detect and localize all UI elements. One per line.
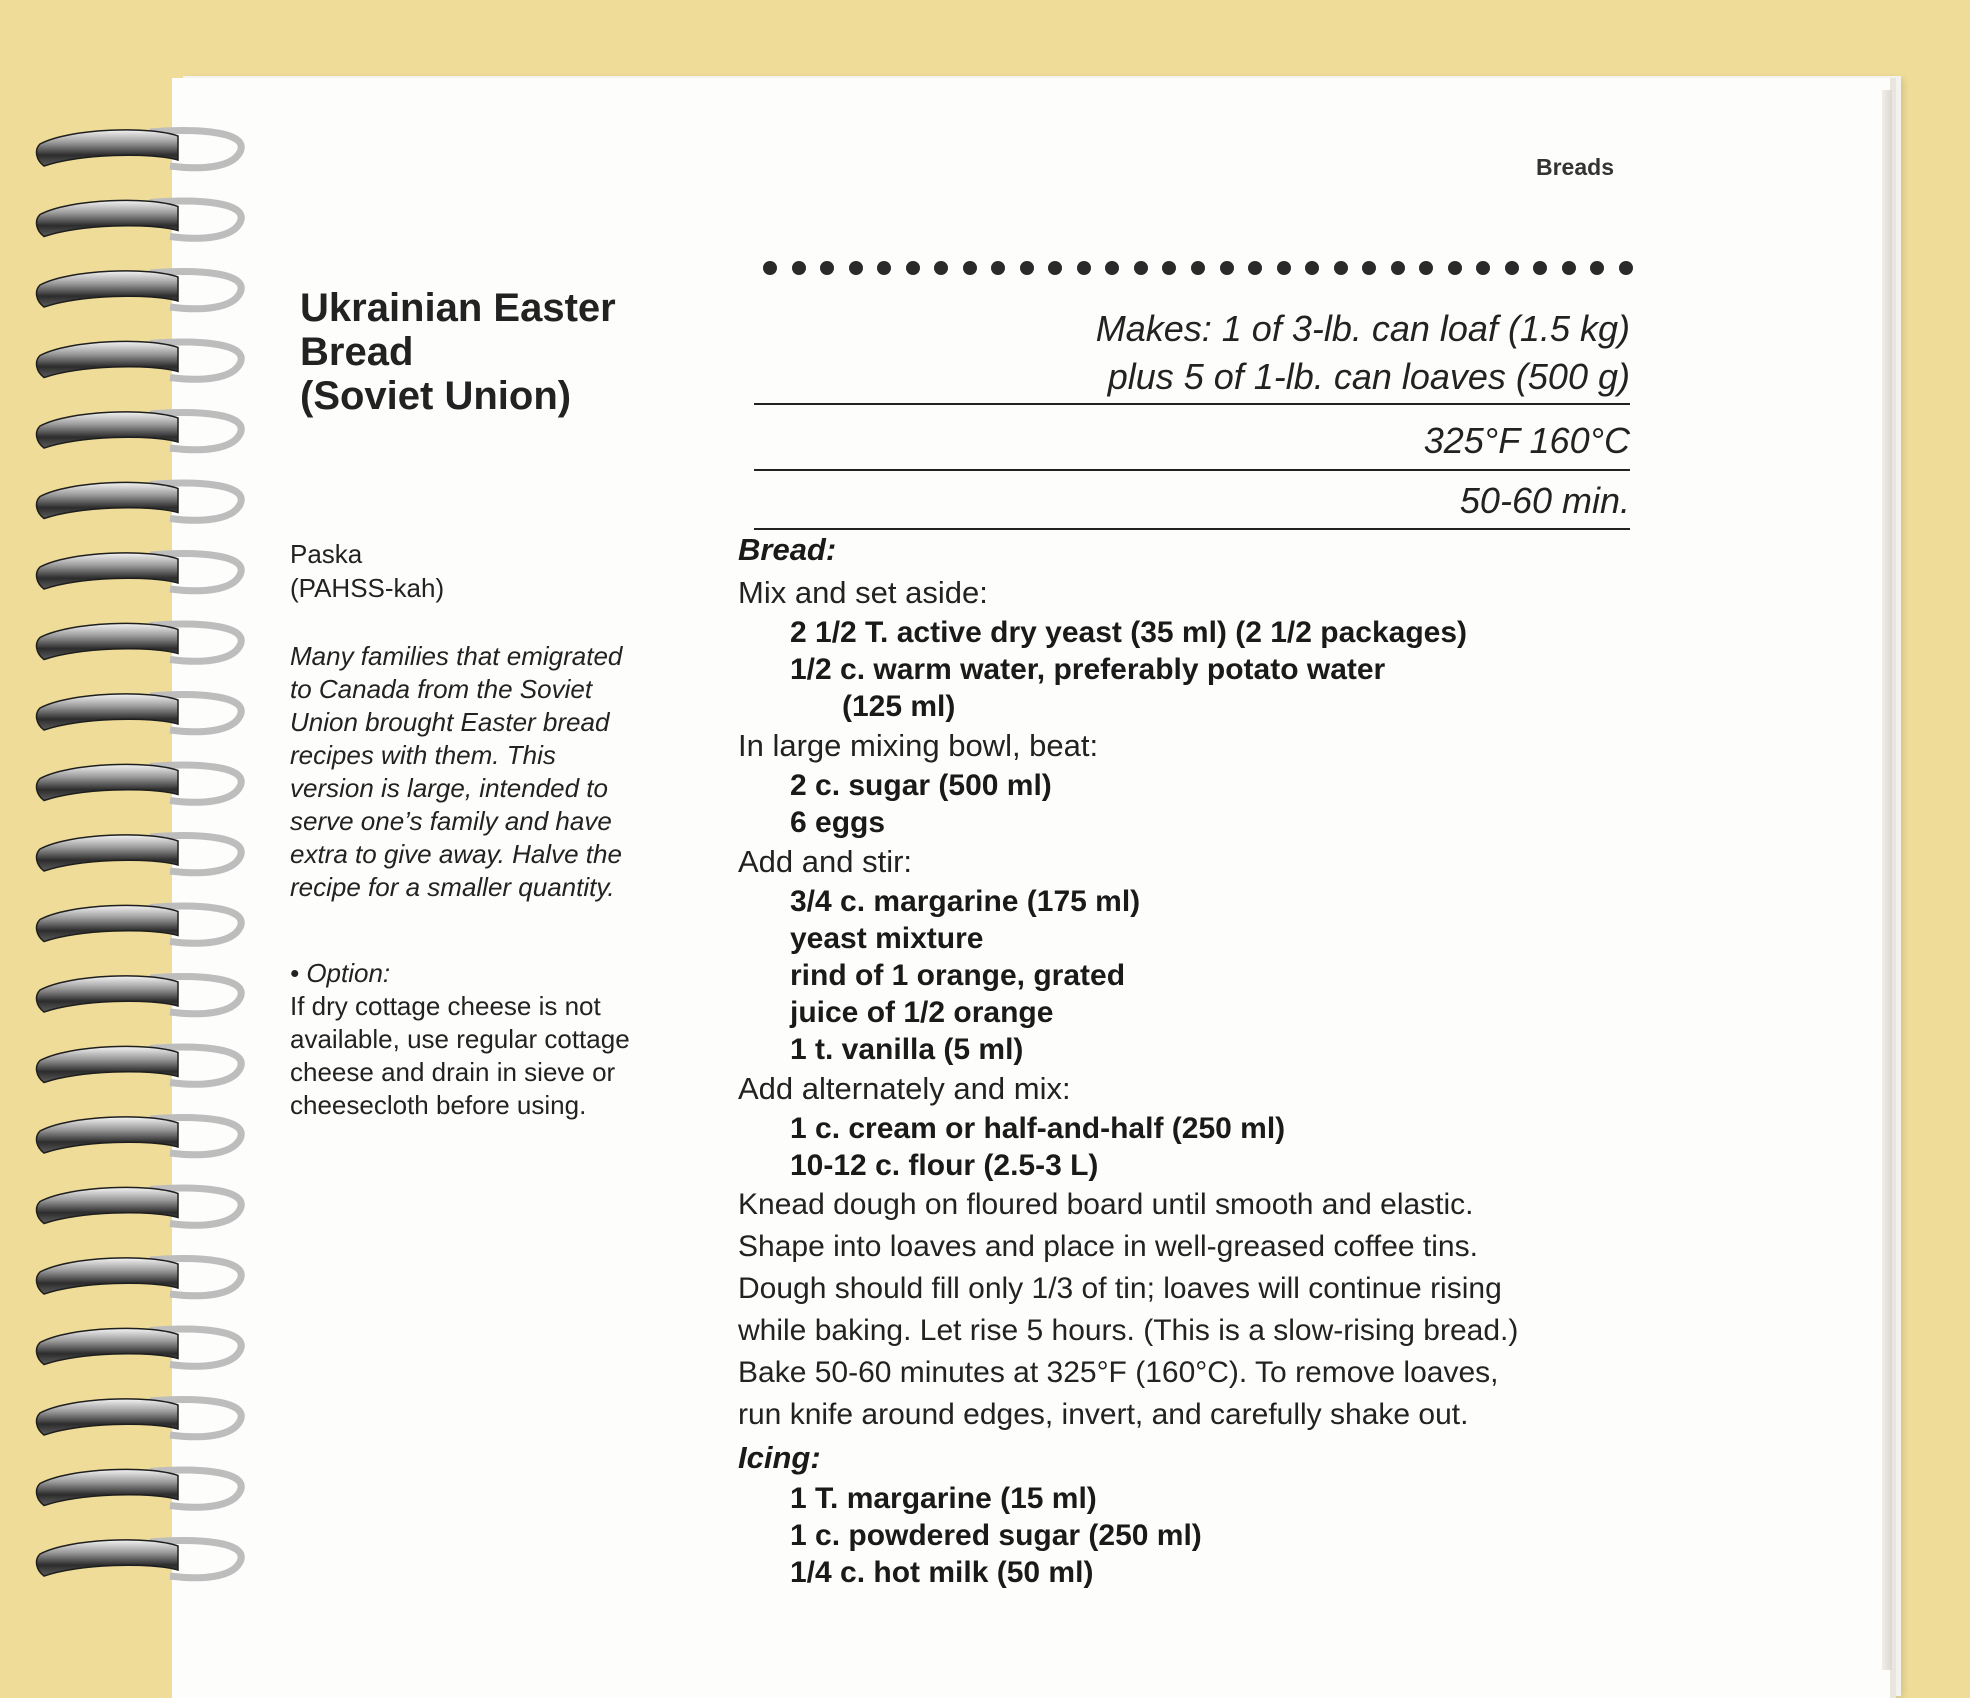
option-label: • Option: [290,958,391,988]
ingredient: yeast mixture [790,922,984,955]
divider-dot [1020,261,1034,275]
divider-dot [763,261,777,275]
divider-dot [1134,261,1148,275]
spiral-coil [37,130,178,166]
divider-dot [991,261,1005,275]
ingredient: juice of 1/2 orange [790,996,1054,1029]
method-line: Dough should fill only 1/3 of tin; loaves will continue rising [738,1272,1502,1305]
instruction: Add alternately and mix: [738,1071,1071,1106]
temperature: 325°F 160°C [1423,420,1630,461]
spiral-coil [37,1187,178,1223]
instruction: Mix and set aside: [738,575,988,610]
pronunciation: (PAHSS-kah) [290,573,445,603]
spiral-coil [37,976,178,1012]
divider-rule [754,403,1630,405]
description-line: serve one’s family and have [290,806,612,836]
method-line: Knead dough on floured board until smooth and elastic. [738,1188,1474,1221]
makes-line: plus 5 of 1-lb. can loaves (500 g) [1107,356,1630,397]
title-line: (Soviet Union) [300,374,572,418]
spiral-coil [37,271,178,307]
divider-dot [1077,261,1091,275]
spiral-coil [37,412,178,448]
option-line: available, use regular cottage [290,1024,630,1054]
spiral-coil [37,1399,178,1435]
ingredient: 2 1/2 T. active dry yeast (35 ml) (2 1/2 packages) [790,616,1468,649]
ingredient: 1 t. vanilla (5 ml) [790,1033,1024,1066]
spiral-coil [37,1046,178,1082]
spiral-coil [37,1540,178,1576]
recipe-native-name: Paska [290,539,363,569]
divider-dot [1391,261,1405,275]
option-line: cheesecloth before using. [290,1090,587,1120]
spiral-coil [37,694,178,730]
divider-dot [1162,261,1176,275]
icing-section-title: Icing: [738,1440,821,1475]
title-line: Bread [300,330,414,374]
ingredient: rind of 1 orange, grated [790,959,1126,992]
ingredient: 1 c. cream or half-and-half (250 ml) [790,1112,1286,1145]
divider-dot [877,261,891,275]
divider-dot [1220,261,1234,275]
spiral-binding [0,0,260,1665]
spiral-coil [37,1258,178,1294]
title-line: Ukrainian Easter [300,286,616,330]
option-note [290,957,710,1122]
ingredient-continuation: (125 ml) [842,690,956,723]
method-line: Shape into loaves and place in well-greased coffee tins. [738,1230,1478,1263]
divider-dot [1305,261,1319,275]
ingredient: 1/4 c. hot milk (50 ml) [790,1556,1094,1589]
spiral-coil [37,1117,178,1153]
ingredient: 1 c. powdered sugar (250 ml) [790,1519,1202,1552]
recipe-title [300,286,720,418]
divider-dot [1562,261,1576,275]
ingredient: 2 c. sugar (500 ml) [790,769,1052,802]
divider-dot [934,261,948,275]
divider-dot [849,261,863,275]
divider-dot [1334,261,1348,275]
divider-dot [1362,261,1376,275]
divider-dot [1419,261,1433,275]
dot-divider [763,256,1633,280]
instruction: Add and stir: [738,844,913,879]
option-line: If dry cottage cheese is not [290,991,601,1021]
recipe-description [290,640,710,904]
divider-dot [792,261,806,275]
spiral-coil [37,764,178,800]
spiral-coil [37,623,178,659]
divider-rule [754,469,1630,471]
description-line: version is large, intended to [290,773,608,803]
recipe-name-block [290,537,710,605]
divider-dot [963,261,977,275]
description-line: Many families that emigrated [290,641,623,671]
method-line: Bake 50-60 minutes at 325°F (160°C). To remove loaves, [738,1356,1499,1389]
spiral-coil [37,905,178,941]
page-edge [1882,90,1892,1670]
spiral-coil [37,1469,178,1505]
divider-dot [1619,261,1633,275]
spiral-coil [37,835,178,871]
divider-dot [1248,261,1262,275]
divider-dot [1277,261,1291,275]
option-line: cheese and drain in sieve or [290,1057,616,1087]
description-line: recipes with them. This [290,740,556,770]
spiral-coil [37,1328,178,1364]
spiral-coil [37,200,178,236]
divider-dot [1505,261,1519,275]
section-header: Breads [1536,154,1614,180]
bake-time: 50-60 min. [1459,480,1630,521]
divider-dot [1476,261,1490,275]
ingredient: 1/2 c. warm water, preferably potato water [790,653,1386,686]
method-line: run knife around edges, invert, and carefully shake out. [738,1398,1469,1431]
spiral-coil [37,341,178,377]
spiral-coil [37,482,178,518]
divider-dot [1533,261,1547,275]
ingredient: 10-12 c. flour (2.5-3 L) [790,1149,1099,1182]
spiral-coil [37,553,178,589]
divider-dot [820,261,834,275]
instruction: In large mixing bowl, beat: [738,728,1099,763]
divider-dot [906,261,920,275]
divider-dot [1105,261,1119,275]
makes-line: Makes: 1 of 3-lb. can loaf (1.5 kg) [1095,308,1630,349]
divider-dot [1590,261,1604,275]
description-line: extra to give away. Halve the [290,839,622,869]
ingredient: 1 T. margarine (15 ml) [790,1482,1097,1515]
divider-dot [1191,261,1205,275]
divider-dot [1048,261,1062,275]
method-line: while baking. Let rise 5 hours. (This is a slow-rising bread.) [738,1314,1519,1347]
recipe-body [738,528,1638,1591]
ingredient: 6 eggs [790,806,886,839]
ingredient: 3/4 c. margarine (175 ml) [790,885,1141,918]
divider-dot [1448,261,1462,275]
description-line: recipe for a smaller quantity. [290,872,615,902]
description-line: Union brought Easter bread [290,707,610,737]
description-line: to Canada from the Soviet [290,674,593,704]
bread-section-title: Bread: [738,532,837,567]
